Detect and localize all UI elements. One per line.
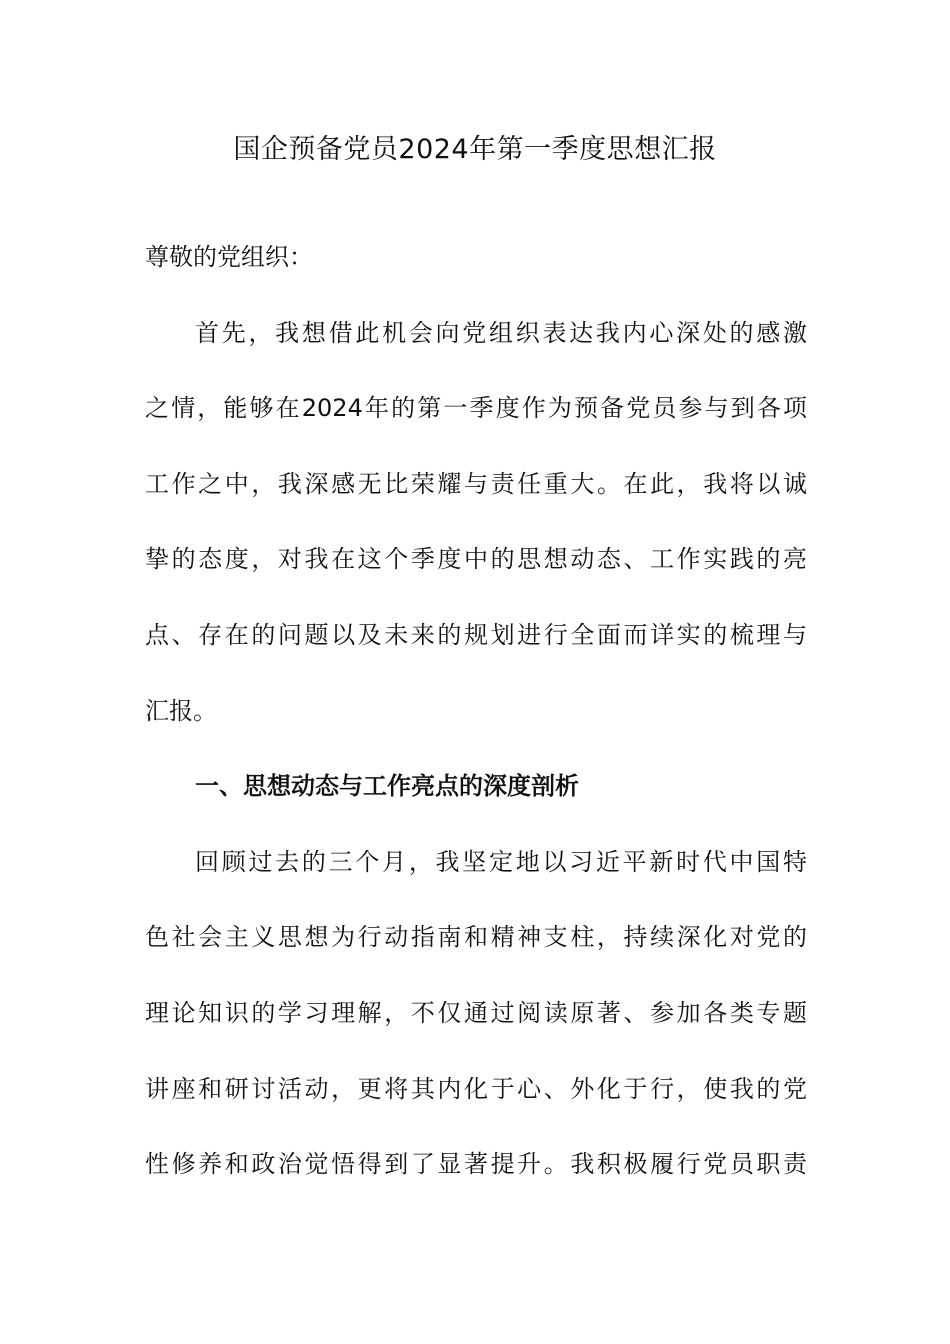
paragraph-line: 之情，能够在2024年的第一季度作为预备党员参与到各项 bbox=[145, 394, 807, 423]
paragraph-line: 讲座和研讨活动，更将其内化于心、外化于行，使我的党 bbox=[145, 1074, 807, 1103]
paragraph-line: 色社会主义思想为行动指南和精神支柱，持续深化对党的 bbox=[145, 923, 807, 952]
paragraph-line: 工作之中，我深感无比荣耀与责任重大。在此，我将以诚 bbox=[145, 469, 807, 498]
paragraph-line: 首先，我想借此机会向党组织表达我内心深处的感激 bbox=[195, 318, 807, 347]
salutation: 尊敬的党组织： bbox=[145, 243, 313, 271]
paragraph-line: 挚的态度，对我在这个季度中的思想动态、工作实践的亮 bbox=[145, 545, 807, 574]
section-heading: 一、思想动态与工作亮点的深度剖析 bbox=[195, 772, 579, 801]
paragraph-line: 理论知识的学习理解，不仅通过阅读原著、参加各类专题 bbox=[145, 998, 807, 1027]
document-title: 国企预备党员2024年第一季度思想汇报 bbox=[233, 134, 717, 165]
paragraph-line: 汇报。 bbox=[145, 696, 217, 725]
paragraph-line: 性修养和政治觉悟得到了显著提升。我积极履行党员职责 bbox=[145, 1150, 807, 1179]
paragraph-line: 点、存在的问题以及未来的规划进行全面而详实的梳理与 bbox=[145, 620, 807, 649]
paragraph-line: 回顾过去的三个月，我坚定地以习近平新时代中国特 bbox=[195, 847, 807, 876]
document-body bbox=[145, 220, 807, 1203]
